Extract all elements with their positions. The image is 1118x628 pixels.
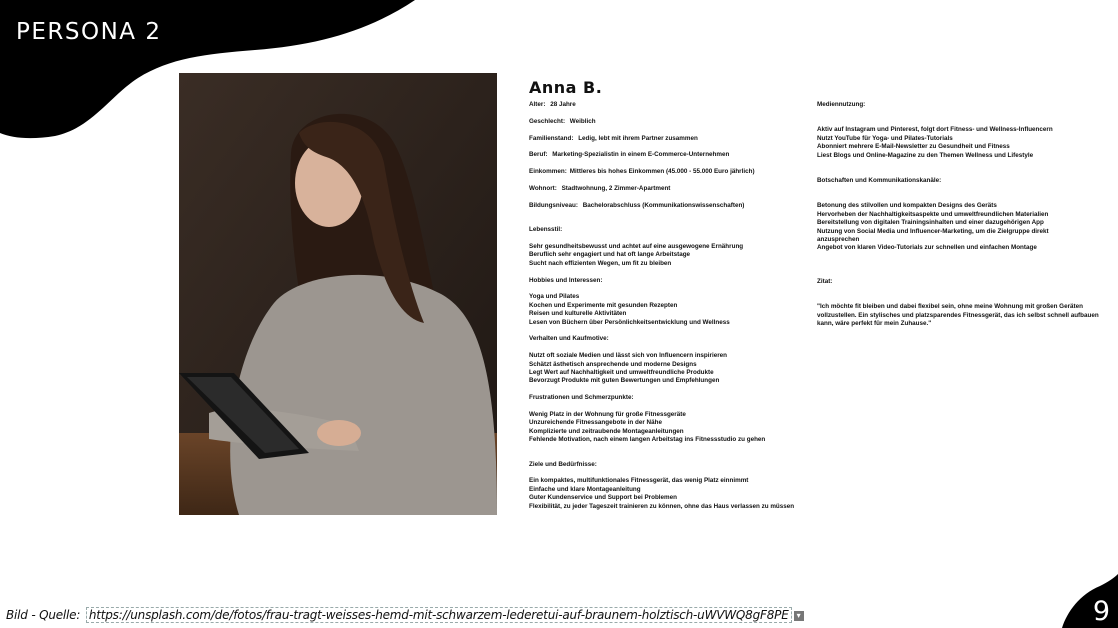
- list-item: Unzureichende Fitnessangebote in der Nähe: [529, 419, 662, 427]
- persona-name: Anna B.: [529, 78, 603, 97]
- section-hobbies: [529, 293, 799, 327]
- list-item: Kochen und Experimente mit gesunden Rezepten: [529, 301, 678, 309]
- section-title-behavior: Verhalten und Kaufmotive:: [529, 335, 609, 343]
- list-item: Guter Kundenservice und Support bei Problemen: [529, 494, 677, 502]
- attr-education: Bildungsniveau: Bachelorabschluss (Kommunikationswissenschaften): [529, 201, 745, 209]
- attr-age: Alter: 28 Jahre: [529, 101, 576, 108]
- section-title-lifestyle: Lebensstil:: [529, 226, 563, 234]
- quote-line: vollzustellen. Ein stylisches und platzsparendes Fitnessgerät, das ich selbst schnell aufbauen: [817, 311, 1099, 319]
- section-goals: [529, 477, 799, 511]
- attr-gender: Geschlecht: Weiblich: [529, 117, 596, 125]
- list-item: Sucht nach effizienten Wegen, um fit zu bleiben: [529, 259, 672, 267]
- page-title: PERSONA 2: [16, 19, 162, 45]
- list-item: Bereitstellung von digitalen Trainingsinhalten und einer dazugehörigen App: [817, 219, 1044, 227]
- list-item: Liest Blogs und Online-Magazine zu den Themen Wellness und Lifestyle: [817, 151, 1034, 159]
- quote-line: "Ich möchte fit bleiben und dabei flexibel sein, ohne meine Wohnung mit großen Geräten: [817, 303, 1083, 311]
- list-item: Aktiv auf Instagram und Pinterest, folgt dort Fitness- und Wellness-Influencern: [817, 126, 1053, 134]
- list-item: Hervorheben der Nachhaltigkeitsaspekte und umweltfreundlichen Materialien: [817, 210, 1049, 218]
- list-item: Yoga und Pilates: [529, 293, 580, 301]
- list-item: Sehr gesundheitsbewusst und achtet auf eine ausgewogene Ernährung: [529, 242, 744, 250]
- section-channels: [817, 202, 1109, 252]
- source-link[interactable]: https://unsplash.com/de/fotos/frau-tragt-weisses-hemd-mit-schwarzem-lederetui-auf-braunem-holztisch-uWVWQ8gF8PE: [86, 607, 792, 623]
- section-media: [817, 126, 1109, 160]
- list-item: Fehlende Motivation, nach einem langen Arbeitstag ins Fitnessstudio zu gehen: [529, 436, 766, 444]
- list-item: Betonung des stilvollen und kompakten Designs des Geräts: [817, 202, 997, 210]
- list-item: Beruflich sehr engagiert und hat oft lange Arbeitstage: [529, 251, 691, 259]
- section-title-goals: Ziele und Bedürfnisse:: [529, 460, 597, 468]
- list-item: Lesen von Büchern über Persönlichkeitsentwicklung und Wellness: [529, 318, 730, 326]
- list-item: Schätzt ästhetisch ansprechende und moderne Designs: [529, 360, 697, 368]
- attr-job: Beruf: Marketing-Spezialistin in einem E-Commerce-Unternehmen: [529, 151, 730, 159]
- section-behavior: [529, 352, 799, 386]
- list-item: Komplizierte und zeitraubende Montageanleitungen: [529, 427, 684, 435]
- source-label: Bild - Quelle:: [6, 608, 81, 622]
- list-item: anzusprechen: [817, 236, 860, 244]
- section-title-channels: Botschaften und Kommunikationskanäle:: [817, 177, 942, 185]
- list-item: Wenig Platz in der Wohnung für große Fitnessgeräte: [529, 411, 686, 419]
- list-item: Ein kompaktes, multifunktionales Fitnessgerät, das wenig Platz einnimmt: [529, 477, 749, 485]
- attr-marital-status: Familienstand: Ledig, lebt mit ihrem Partner zusammen: [529, 134, 698, 142]
- list-item: Einfache und klare Montageanleitung: [529, 485, 641, 493]
- quote-line: kann, wäre perfekt für mein Zuhause.": [817, 320, 932, 328]
- list-item: Nutzt oft soziale Medien und lässt sich von Influencern inspirieren: [529, 352, 728, 360]
- section-title-quote: Zitat:: [817, 277, 833, 285]
- list-item: Abonniert mehrere E-Mail-Newsletter zu Gesundheit und Fitness: [817, 143, 1010, 151]
- section-title-hobbies: Hobbies und Interessen:: [529, 276, 603, 284]
- section-frustrations: [529, 411, 799, 445]
- attr-income: Einkommen: Mittleres bis hohes Einkommen (45.000 - 55.000 Euro jährlich): [529, 168, 755, 176]
- image-source: [6, 608, 804, 622]
- list-item: Flexibilität, zu jeder Tageszeit trainieren zu können, ohne das Haus verlassen zu müssen: [529, 502, 795, 510]
- section-title-media: Mediennutzung:: [817, 101, 866, 108]
- list-item: Reisen und kulturelle Aktivitäten: [529, 310, 627, 318]
- page-number: 9: [1092, 596, 1110, 627]
- persona-quote: [817, 303, 1109, 328]
- list-item: Bevorzugt Produkte mit guten Bewertungen und Empfehlungen: [529, 377, 720, 385]
- persona-photo: [179, 73, 497, 515]
- list-item: Legt Wert auf Nachhaltigkeit und umweltfreundliche Produkte: [529, 369, 714, 377]
- list-item: Nutzung von Social Media und Influencer-Marketing, um die Zielgruppe direkt: [817, 227, 1049, 235]
- external-link-icon[interactable]: ▾: [794, 611, 804, 621]
- list-item: Angebot von klaren Video-Tutorials zur schnellen und einfachen Montage: [817, 244, 1037, 252]
- attr-residence: Wohnort: Stadtwohnung, 2 Zimmer-Apartment: [529, 184, 671, 192]
- section-title-frustrations: Frustrationen und Schmerzpunkte:: [529, 394, 634, 402]
- list-item: Nutzt YouTube für Yoga- und Pilates-Tutorials: [817, 134, 953, 142]
- persona-right-column: [817, 101, 1109, 329]
- persona-profile: [529, 76, 799, 511]
- section-lifestyle: [529, 243, 799, 268]
